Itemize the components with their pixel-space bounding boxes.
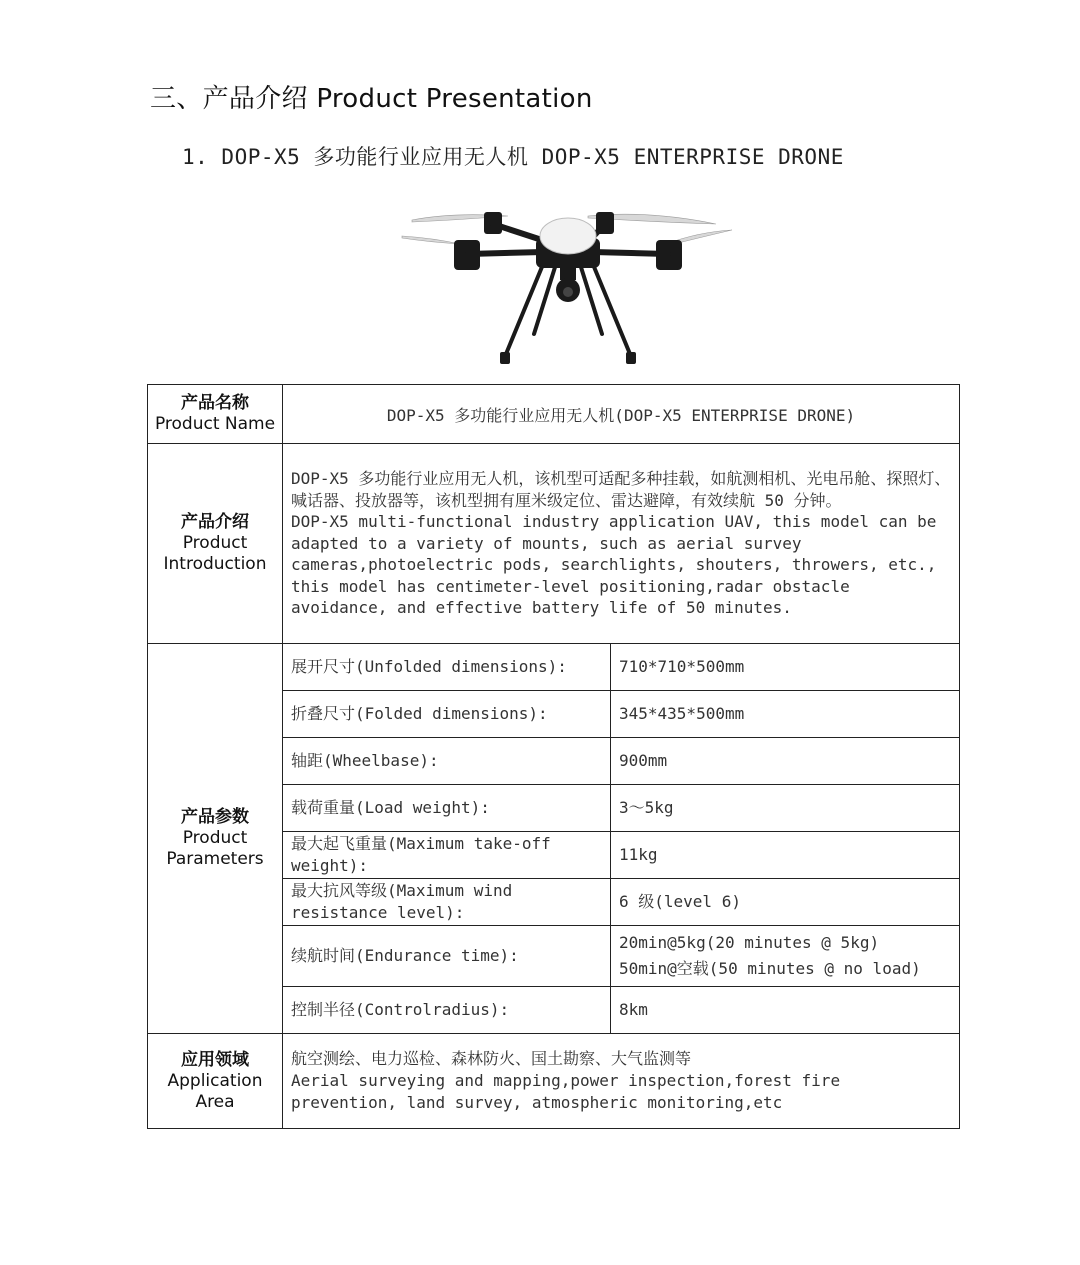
introduction-row xyxy=(148,444,960,644)
label-en: Application Area xyxy=(167,1070,263,1112)
intro-zh: DOP-X5 多功能行业应用无人机，该机型可适配多种挂载，如航测相机、光电吊舱、探照灯、喊话器、投放器等，该机型拥有厘米级定位、雷达避障，有效续航 50 分钟。 xyxy=(291,468,951,510)
application-en: Aerial surveying and mapping,power inspection,forest fire prevention, land survey, atmospheric monitoring,etc xyxy=(291,1071,841,1112)
param-value: 345*435*500mm xyxy=(611,691,960,738)
label-zh: 产品名称 xyxy=(181,393,249,413)
drone-photo xyxy=(398,202,738,370)
endurance-loaded: 20min@5kg(20 minutes @ 5kg) xyxy=(619,933,880,952)
application-zh: 航空测绘、电力巡检、森林防火、国土勘察、大气监测等 xyxy=(291,1049,692,1068)
product-subtitle: 1. DOP-X5 多功能行业应用无人机 DOP-X5 ENTERPRISE DRONE xyxy=(182,145,844,169)
param-value: 11kg xyxy=(611,832,960,879)
label-zh: 应用领域 xyxy=(181,1049,249,1070)
introduction-label xyxy=(148,444,283,644)
spec-table xyxy=(147,384,960,1129)
param-name: 折叠尺寸(Folded dimensions): xyxy=(283,691,611,738)
param-value: 900mm xyxy=(611,738,960,785)
product-name-value: DOP-X5 多功能行业应用无人机(DOP-X5 ENTERPRISE DRONE) xyxy=(283,385,960,444)
param-name: 轴距(Wheelbase): xyxy=(283,738,611,785)
param-name: 续航时间(Endurance time): xyxy=(283,926,611,987)
product-name-row xyxy=(148,385,960,444)
label-en: Product Name xyxy=(154,414,276,434)
param-name: 展开尺寸(Unfolded dimensions): xyxy=(283,644,611,691)
param-value: 710*710*500mm xyxy=(611,644,960,691)
param-value: 3～5kg xyxy=(611,785,960,832)
param-name: 控制半径(Controlradius): xyxy=(283,987,611,1034)
param-value: 8km xyxy=(611,987,960,1034)
product-name-label xyxy=(148,385,283,444)
application-label xyxy=(148,1034,283,1129)
param-row xyxy=(148,644,960,691)
label-en: Product Parameters xyxy=(166,828,264,869)
introduction-text xyxy=(283,444,960,644)
label-zh: 产品介绍 xyxy=(181,512,249,532)
param-value xyxy=(611,926,960,987)
section-title: 三、产品介绍 Product Presentation xyxy=(150,84,593,114)
param-name: 最大起飞重量(Maximum take-off weight): xyxy=(283,832,611,879)
intro-en: DOP-X5 multi-functional industry application UAV, this model can be adapted to a variety of mounts, such as aerial survey cameras,photoelectric pods, searchlights, shouters, throwers, etc., this model has centimeter-level positioning,radar obstacle avoidance, and effective battery life of 50 minutes. xyxy=(291,512,937,618)
param-name: 载荷重量(Load weight): xyxy=(283,785,611,832)
param-name: 最大抗风等级(Maximum wind resistance level): xyxy=(283,879,611,926)
endurance-no-load: 50min@空载(50 minutes @ no load) xyxy=(619,959,921,978)
label-zh: 产品参数 xyxy=(181,807,249,827)
parameters-label xyxy=(148,644,283,1034)
application-text xyxy=(283,1034,960,1129)
label-en: Product Introduction xyxy=(163,533,267,574)
application-row xyxy=(148,1034,960,1129)
drone-dome xyxy=(540,218,596,254)
param-value: 6 级(level 6) xyxy=(611,879,960,926)
